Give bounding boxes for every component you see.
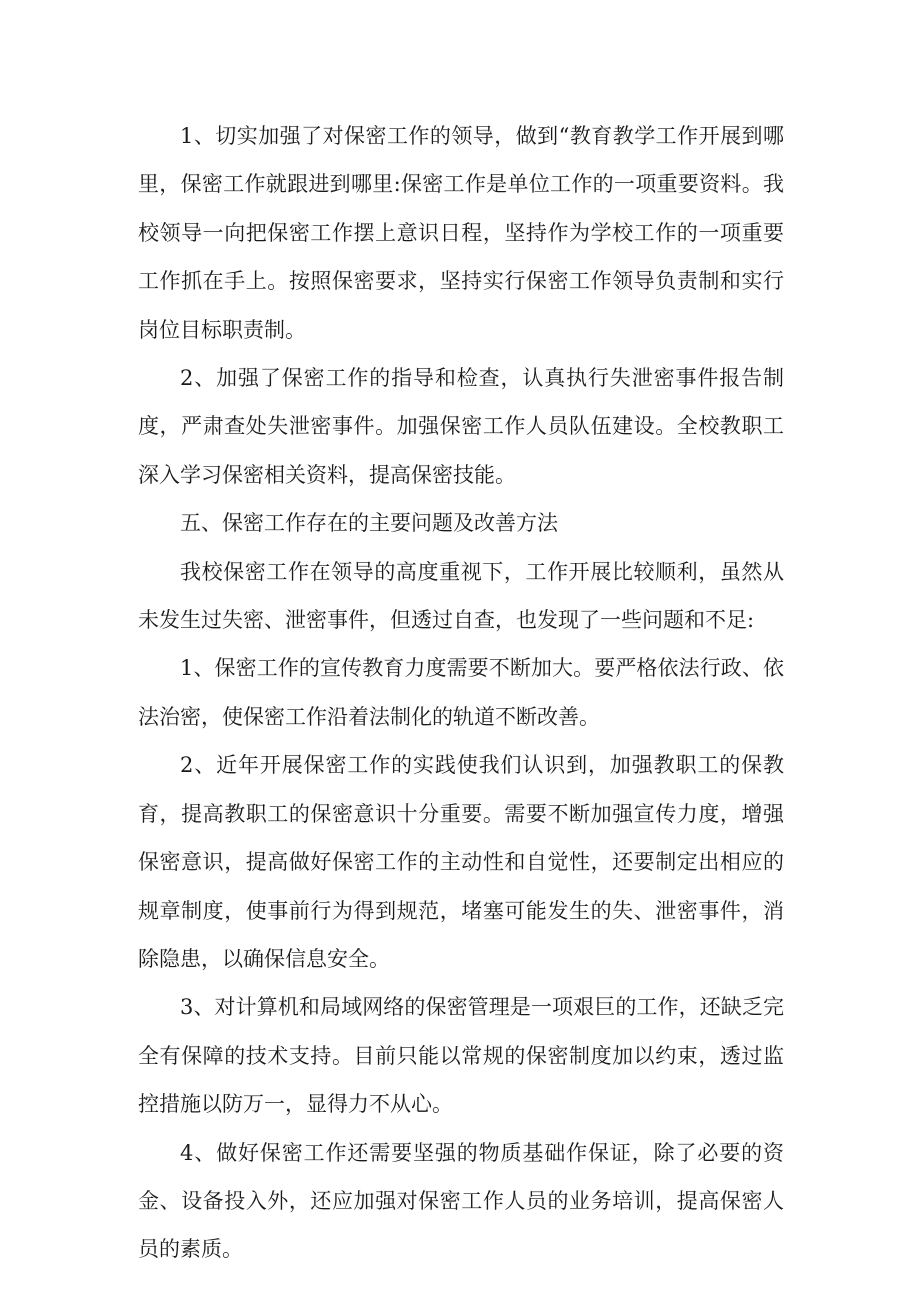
paragraph-issue-3: 3、对计算机和局域网络的保密管理是一项艰巨的工作，还缺乏完全有保障的技术支持。目前只能以常规的保密制度加以约束，透过监控措施以防万一，显得力不从心。 xyxy=(138,995,784,1117)
document-body xyxy=(138,112,784,1274)
paragraph-issue-1: 1、保密工作的宣传教育力度需要不断加大。要严格依法行政、依法治密，使保密工作沿着法制化的轨道不断改善。 xyxy=(138,656,784,729)
paragraph-2: 2、加强了保密工作的指导和检查，认真执行失泄密事件报告制度，严肃查处失泄密事件。加强保密工作人员队伍建设。全校教职工深入学习保密相关资料，提高保密技能。 xyxy=(138,366,784,487)
paragraph-intro: 我校保密工作在领导的高度重视下，工作开展比较顺利，虽然从未发生过失密、泄密事件，但透过自查，也发现了一些问题和不足: xyxy=(138,559,784,633)
paragraph-issue-2: 2、近年开展保密工作的实践使我们认识到，加强教职工的保教育，提高教职工的保密意识十分重要。需要不断加强宣传力度，增强保密意识，提高做好保密工作的主动性和自觉性，还要制定出相应的规章制度，使事前行为得到规范，堵塞可能发生的失、泄密事件，消除隐患，以确保信息安全。 xyxy=(138,753,784,971)
paragraph-issue-4: 4、做好保密工作还需要坚强的物质基础作保证，除了必要的资金、设备投入外，还应加强对保密工作人员的业务培训，提高保密人员的素质。 xyxy=(138,1140,784,1262)
section-heading: 五、保密工作存在的主要问题及改善方法 xyxy=(180,511,558,536)
paragraph-1: 1、切实加强了对保密工作的领导，做到“教育教学工作开展到哪里，保密工作就跟进到哪里:保密工作是单位工作的一项重要资料。我校领导一向把保密工作摆上意识日程，坚持作为学校工作的一项重要工作抓在手上。按照保密要求，坚持实行保密工作领导负责制和实行岗位目标职责制。 xyxy=(138,124,784,342)
